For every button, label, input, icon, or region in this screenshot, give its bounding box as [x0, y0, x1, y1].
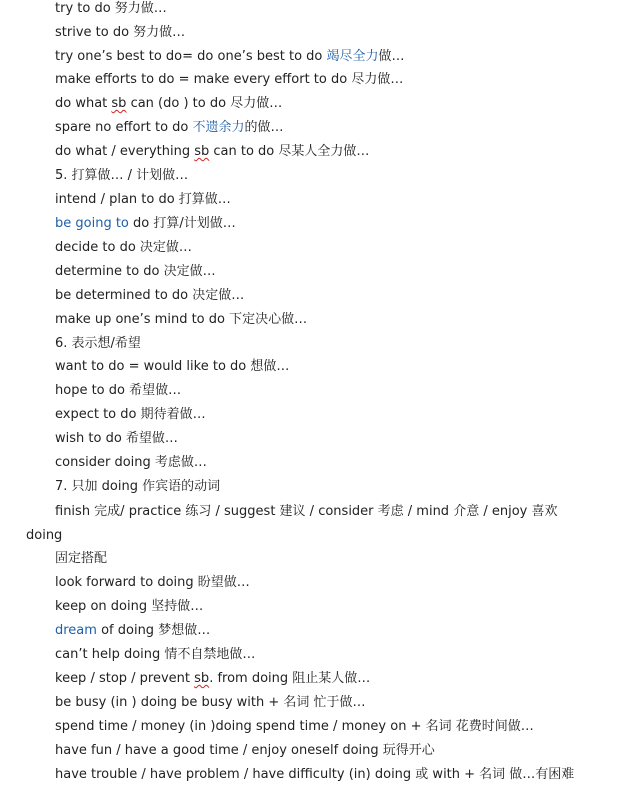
- section-heading: 固定搭配: [55, 551, 108, 566]
- hyperlink[interactable]: dream: [55, 623, 97, 638]
- text-line: keep / stop / prevent sb. from doing 阻止某人做…: [55, 671, 371, 686]
- text-line-continuation: doing: [26, 528, 63, 543]
- text-line: finish 完成/ practice 练习 / suggest 建议 / consider 考虑 / mind 介意 / enjoy 喜欢: [55, 504, 558, 519]
- text-line: have fun / have a good time / enjoy oneself doing 玩得开心: [55, 743, 435, 758]
- text-line: determine to do 决定做…: [55, 264, 216, 279]
- text-line: hope to do 希望做…: [55, 383, 182, 398]
- text-line: look forward to doing 盼望做…: [55, 575, 250, 590]
- text-line: dream of doing 梦想做…: [55, 623, 211, 638]
- hyperlink[interactable]: 竭尽全力: [326, 49, 379, 64]
- spellcheck-word: sb: [111, 96, 127, 111]
- text-line: decide to do 决定做…: [55, 240, 192, 255]
- hyperlink[interactable]: be going to: [55, 216, 129, 231]
- text-line: want to do = would like to do 想做…: [55, 359, 290, 374]
- text-line: have trouble / have problem / have difficulty (in) doing 或 with + 名词 做…有困难: [55, 767, 575, 782]
- text-line: make efforts to do = make every effort to do 尽力做…: [55, 72, 404, 87]
- text-line: be determined to do 决定做…: [55, 288, 245, 303]
- text-line: keep on doing 坚持做…: [55, 599, 204, 614]
- text-line: do what sb can (do ) to do 尽力做…: [55, 96, 283, 111]
- section-heading: 6. 表示想/希望: [55, 336, 141, 351]
- section-heading: 5. 打算做… / 计划做…: [55, 168, 189, 183]
- text-line: do what / everything sb can to do 尽某人全力做…: [55, 144, 370, 159]
- text-line: spend time / money (in )doing spend time / money on + 名词 花费时间做…: [55, 719, 534, 734]
- spellcheck-word: sb: [194, 671, 210, 686]
- section-heading: 7. 只加 doing 作宾语的动词: [55, 479, 221, 494]
- text-line: spare no effort to do 不遗余力的做…: [55, 120, 284, 135]
- spellcheck-word: sb: [194, 144, 210, 159]
- text-line: try to do 努力做…: [55, 1, 167, 16]
- text-line: strive to do 努力做…: [55, 25, 186, 40]
- text-line: wish to do 希望做…: [55, 431, 178, 446]
- text-line: be busy (in ) doing be busy with + 名词 忙于做…: [55, 695, 366, 710]
- text-line: try one’s best to do= do one’s best to do 竭尽全力做…: [55, 49, 405, 64]
- text-line: expect to do 期待着做…: [55, 407, 206, 422]
- text-line: intend / plan to do 打算做…: [55, 192, 231, 207]
- text-line: can’t help doing 情不自禁地做…: [55, 647, 256, 662]
- text-line: be going to do 打算/计划做…: [55, 216, 236, 231]
- hyperlink[interactable]: 不遗余力: [192, 120, 245, 135]
- text-line: make up one’s mind to do 下定决心做…: [55, 312, 308, 327]
- text-line: consider doing 考虑做…: [55, 455, 207, 470]
